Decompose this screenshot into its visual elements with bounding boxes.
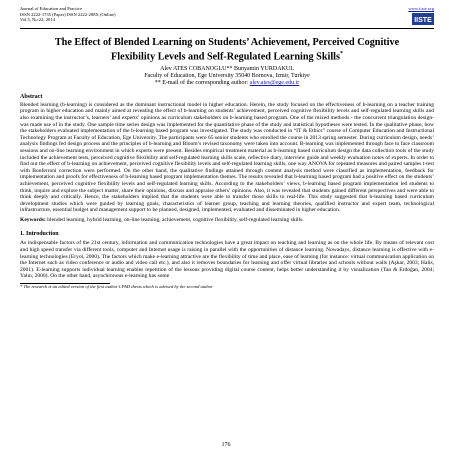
introduction-text: As indispensable factors of the 21st century, information and communication technologies have a great impact on teaching and learning as on the whole life. By means of relevant cost and high speed transfer via different tools, computer and Internet usage is raising in parallel with the opportunities of distance learning. Nowadays, distance learning is effective with e-learning technologies (Eryol, 2000). The factors which make e-learning attractive are the flexibility of time and place, ease of learning (for instance: virtual communication application on the Internet such as video conference or audio and video call etc.), and also it removes boundaries for learning and offer virtual libraries and schools without walls (Aşkar, 2003; Halis, 2001). E-learning supports individual learning enables repetition of the lessons providing digital course content, helps better understanding it by visualization (Tan & Erdoğan, 2004; Yalın, 2000). On the other hand, asynchronous e-learning has some [20,240,434,280]
journal-url[interactable]: www.iiste.org [408,6,434,11]
title-text: The Effect of Blended Learning on Students’ Achievement, Perceived Cognitive Flexibility Levels and Self-Regulated Learning Skills [54,37,400,63]
footnote: * The research is an edited version of the first author’s PhD thesis which is advised by the second author [20,284,213,290]
title-footnote-mark: * [339,50,343,57]
keywords-text: blended learning, hybrid learning, on-line learning, achievement, cognitive flexibility, self-regulated learning skills. [45,216,304,223]
journal-brand [408,6,434,26]
corresponding-email [20,80,434,87]
journal-volume: Vol.5, No.22, 2014 [20,17,55,23]
email-label: ** E-mail of the corresponding author: [154,80,250,87]
journal-name: Journal of Education and Practice [20,6,82,11]
keywords [20,217,434,224]
author-list: Alev ATES COBANOGLU** Bunyamin YURDAKUL [160,65,294,72]
paper-title [38,37,416,62]
abstract-text: Blended learning (b-learning) is considered as the dominant instructional model in higher education. Herein, the study focused on the effectiveness of b-learning on a teacher training program in higher education and mainly aimed at revealing the effect of b-learning on students’ achievement, perceived cognitive flexibility levels and self-regulated learning skills and also examining the instructor’s, learners’ and experts’ opinions as curriculum stakeholders on b-learning based program. One of the mixed methods - the concurrent triangulation design- was made use of in the study. One sample time series design was implemented for the quantitative phase of the study and statistical hypotheses were tested. In the qualitative phase, how the stakeholders evaluated implementation of the b-learning based program was investigated. The study was conducted in “IT & Ethics” course of Computer Education and Instructional Technology Program at Faculty of Education, Ege University. The participants were 65 senior students who enrolled the course in 2013 spring semester. During curriculum design, needs’ analysis findings fed design process and the principles of b-learning and Bloom’s revised taxonomy were taken into account. B-learning was implemented through face to face classroom sessions and on-line learning environment in which experts were present. Besides empirical treatment material as b-learning based curriculum design the data collection tools of the study included the achievement tests, perceived cognitive flexibility and self-regulated learning skills scale, reflective diary, interview guide and weekly evaluation notes of experts. In order to find out the effect of b-learning on achievement, perceived cognitive flexibility levels and self-regulated learning skills, one way ANOVA for repeated measures and paired samples t-test with Bonferroni correction were performed. On the other hand, the qualitative findings attained through content analysis method were classified as implementation, feedback for implementation and proofs for effectiveness of b-learning based program implementation themes. The results revealed that b-learning based program had a positive effect on the students’ achievement, perceived cognitive flexibility levels and self-regulated learning skills. According to the stakeholders’ views, b-learning based program implementation led students to think, inquire and explore the subject matter, share their opinions, discuss and appraise others’ opinions. Also, it was revealed that students gained different perspectives and were able to think deeply and critically. Hence, the stakeholders implied that the students were able to transfer those skills to real-life. This study suggested that b-learning based curriculum development studies which were guided by learning goals, characteristics of learner group, teaching and learning theories, qualified instructor and expert team, technological infrastructure, essential budget and management support to be planned, designed, implemented, evaluated and disseminated in higher education. [20,101,434,214]
header-divider [20,28,434,29]
iiste-logo-icon [412,13,434,25]
keywords-label: Keywords: [20,216,46,223]
author-affiliation: Faculty of Education, Ege University 35040 Bornova, Izmir, Turkiye [144,72,310,79]
journal-issn: ISSN 2222-1735 (Paper) ISSN 2222-288X (Online) [20,11,116,17]
journal-info [20,6,116,23]
abstract-heading: Abstract [20,93,43,100]
email-link[interactable]: alev.ates@ege.edu.tr [249,80,300,87]
page-number: 176 [221,442,231,448]
introduction-heading: 1. Introduction [20,231,59,238]
journal-header [20,6,434,26]
svg-text:IISTE: IISTE [414,16,432,24]
